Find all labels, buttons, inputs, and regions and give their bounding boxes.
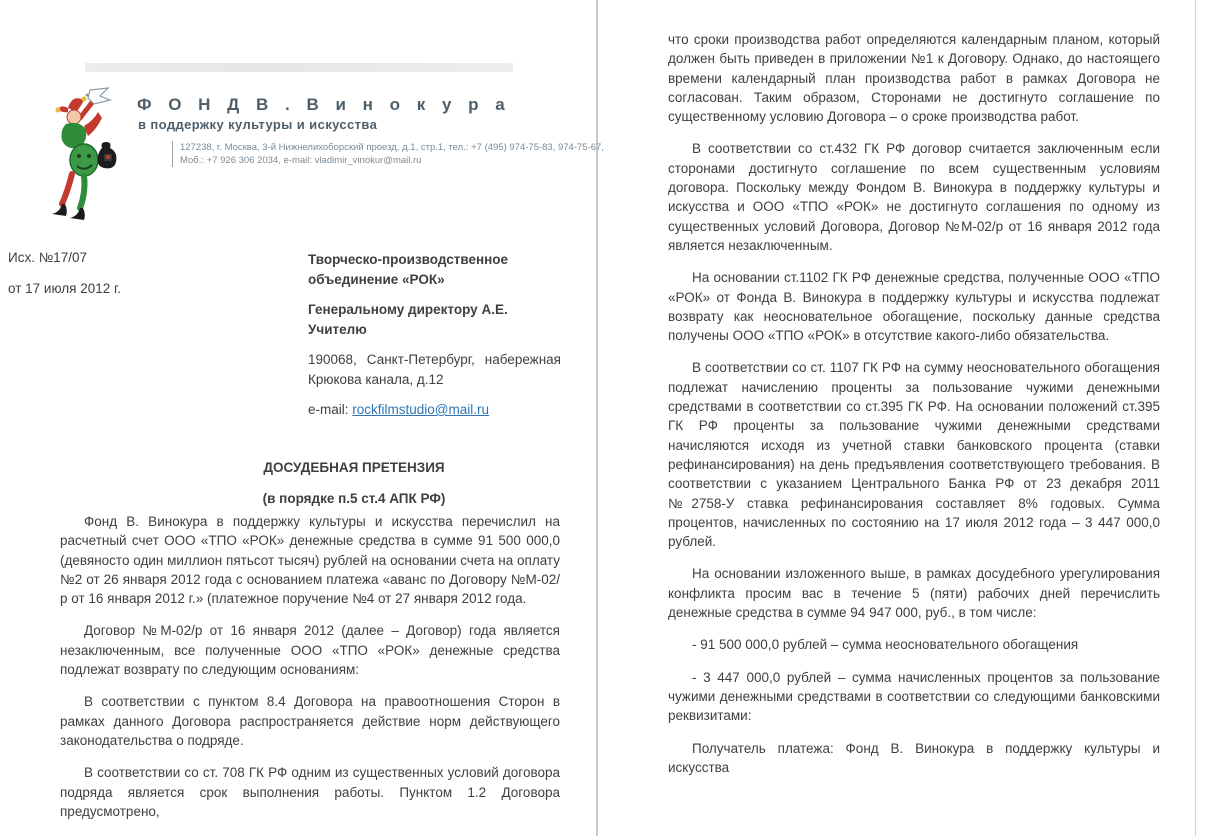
recipient-email-label: e-mail: [308,402,353,417]
recipient-block [308,250,561,431]
org-address [172,141,604,167]
recipient-director: Генеральному директору А.Е. Учителю [308,302,508,337]
payee-line: Получатель платежа: Фонд В. Винокура в поддержку культуры и искусства [668,740,1160,775]
doc-title-block [60,460,604,506]
paragraph: Фонд В. Винокура в поддержку культуры и искусства перечислил на расчетный счет ООО «ТПО «РОК» денежные средства в сумме 91 500 000,0 (девяносто один миллион пятьсот тысяч) рублей на основании счета на оплату №2 от 26 января 2012 года с основанием платежа «аванс по Договору №М-02/р от 16 января 2012 г.» (платежное поручение №4 от 27 января 2012 года. [60,514,560,607]
org-tagline: в поддержку культуры и искусства [138,117,378,132]
claim-item: - 3 447 000,0 рублей – сумма начисленных процентов за пользование чужими денежными средствами в соответствии со следующими банковскими реквизитами: [668,669,1160,724]
ref-number: Исх. №17/07 [8,250,87,265]
paragraph: В соответствии со ст.432 ГК РФ договор считается заключенным если сторонами достигнуто соглашение по всем существенным условиям договора. Поскольку между Фондом В. Винокура в поддержку культуры и искусства и ООО «ТПО «РОК» не достигнуто соглашения по одному из существенных условий Договора, Договор №М-02/р от 16 января 2012 года является незаключенным. [668,141,1160,253]
paragraph: На основании изложенного выше, в рамках досудебного урегулирования конфликта просим вас в течение 5 (пяти) рабочих дней перечислить денежные средства в сумме 94 947 000, руб., в том числе: [668,566,1160,621]
ref-date: от 17 июля 2012 г. [8,281,122,296]
recipient-org-line1: Творческо-производственное [308,252,509,267]
doc-subtitle: (в порядке п.5 ст.4 АПК РФ) [262,491,446,506]
paragraph: В соответствии с пунктом 8.4 Договора на правоотношения Сторон в рамках данного Договора распространяется действие норм действующего законодательства о подряде. [60,694,560,748]
doc-title: ДОСУДЕБНАЯ ПРЕТЕНЗИЯ [263,460,445,475]
recipient-address: 190068, Санкт-Петербург, набережная Крюкова канала, д.12 [308,352,561,387]
jester-logo-icon [50,86,138,236]
recipient-email-line [308,400,561,420]
paragraph: В соответствии со ст. 708 ГК РФ одним из существенных условий договора подряда является срок выполнения работы. Пунктом 1.2 Договора предусмотрено, [60,765,560,819]
paragraph: Договор №М-02/р от 16 января 2012 (далее – Договор) года является незаключенным, все полученные ООО «ТПО «РОК» денежные средства подлежат возврату по следующим основаниям: [60,623,560,678]
org-name: Ф О Н Д В . В и н о к у р а [137,95,511,114]
paragraph: В соответствии со ст. 1107 ГК РФ на сумму неосновательного обогащения подлежат начислению проценты за пользование чужими денежными средствами в соответствии со ст.395 ГК РФ. На основании положений ст.395 ГК РФ проценты за пользование чужими денежными средствами начисляются исходя из учетной ставки банковского процента (ставки рефинансирования) на день предъявления соответствующего требования. В соответствии с указанием Центрального Банка РФ от 23 декабря 2011 №2758-У ставка рефинансирования составляет 8% годовых. Сумма процентов, начисленных по состоянию на 17 июля 2012 года – 3 447 000,0 рублей. [668,360,1160,550]
org-address-line2: Моб.: +7 926 306 2034, e-mail: vladimir_vinokur@mail.ru [180,155,422,166]
paragraph: что сроки производства работ определяются календарным планом, который должен быть приведен в приложении №1 к Договору. Однако, до настоящего времени календарный план производства работ в рамках Договора не согласован. Таким образом, Сторонами не достигнуто соглашение по существенному условию Договора – о сроке производства работ. [668,32,1160,125]
scan-artifact-strip [85,63,513,72]
recipient-org-line2: объединение «РОК» [308,271,445,287]
page-edge-line [1195,0,1196,836]
page-divider-line [596,0,598,836]
right-page-body [668,30,1160,790]
left-page-body [60,512,560,834]
recipient-email-link[interactable]: rockfilmstudio@mail.ru [352,402,489,417]
org-address-line1: 127238, г. Москва, 3-й Нижнелихоборский проезд, д.1, стр.1, тел.: +7 (495) 974-75-83, 974-75-67, [180,142,604,153]
recipient-org [308,250,561,289]
claim-item: - 91 500 000,0 рублей – сумма неосновательного обогащения [692,637,1079,653]
paragraph: На основании ст.1102 ГК РФ денежные средства, полученные ООО «ТПО «РОК» от Фонда В. Винокура в поддержку культуры и искусства подлежат возврату как неосновательное обогащение, поскольку данные средства получены ООО «ТПО «РОК» в отсутствие какого-либо обязательства. [668,270,1160,344]
